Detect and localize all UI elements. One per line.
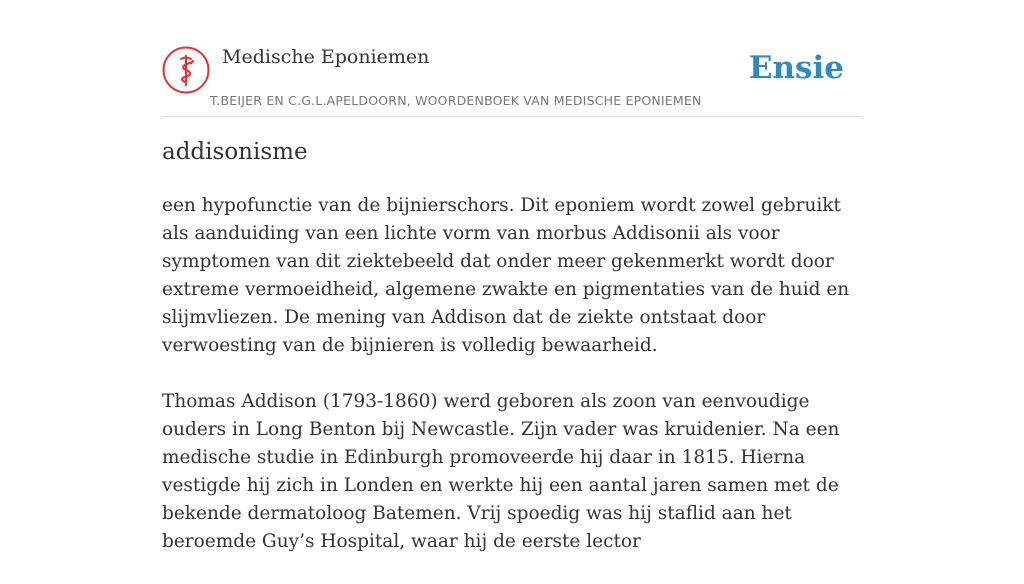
source-header xyxy=(162,46,862,117)
source-title[interactable]: Medische Eponiemen xyxy=(222,46,430,68)
definition-body xyxy=(162,192,862,584)
ensie-logo-link[interactable]: Ensie xyxy=(748,50,844,86)
caduceus-icon[interactable] xyxy=(162,46,210,94)
biography-paragraph: Thomas Addison (1793-1860) werd geboren als zoon van eenvoudige ouders in Long Benton bij Newcastle. Zijn vader was kruidenier. Na een medische studie in Edinburgh promoveerde hij daar in 1815. Hierna vestigde hij zich in Londen en werkte hij een aantal jaren samen met de bekende dermatoloog Batemen. Vrij spoedig was hij staflid aan het beroemde Guy’s Hospital, waar hij de eerste lector xyxy=(162,391,840,552)
definition-paragraph: een hypofunctie van de bijnierschors. Dit eponiem wordt zowel gebruikt als aanduiding van een lichte vorm van morbus Addisonii als voor symptomen van dit ziektebeeld dat onder meer gekenmerkt wordt door extreme vermoeidheid, algemene zwakte en pigmentaties van de huid en slijmvliezen. De mening van Addison dat de ziekte ontstaat door verwoesting van de bijnieren is volledig bewaarheid. xyxy=(162,195,850,356)
source-subtitle: T.BEIJER EN C.G.L.APELDOORN, WOORDENBOEK VAN MEDISCHE EPONIEMEN xyxy=(210,93,702,108)
term-heading: addisonisme xyxy=(162,139,308,165)
